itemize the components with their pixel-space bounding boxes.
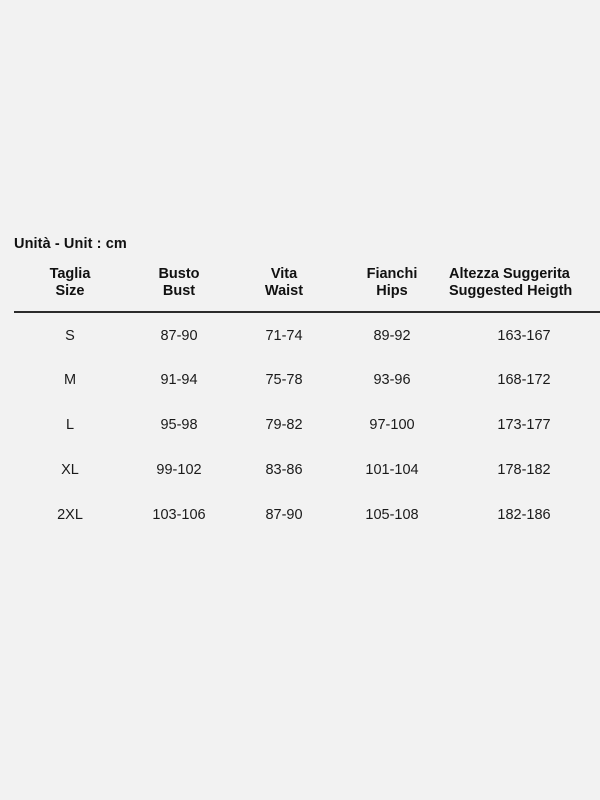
cell-size: 2XL [57,506,83,523]
cell-size: M [63,371,77,388]
cell-bust: 91-94 [160,371,198,388]
cell-bust: 103-106 [152,506,206,523]
column-header-bust [126,266,232,312]
column-header-size [14,266,126,312]
size-chart-table [14,266,600,537]
table-row [14,492,600,537]
cell-hips: 97-100 [369,416,415,433]
column-header-height [448,266,600,312]
column-header-waist [232,266,336,312]
cell-waist: 83-86 [265,461,303,478]
cell-height: 182-186 [497,506,551,523]
cell-hips: 105-108 [365,506,419,523]
column-header-size-it: Taglia [49,266,91,282]
cell-waist: 87-90 [265,506,303,523]
cell-size: L [65,416,75,433]
cell-hips: 101-104 [365,461,419,478]
table-row [14,402,600,447]
cell-size: S [65,328,75,345]
unit-label: Unità - Unit : cm [14,236,127,252]
cell-hips: 93-96 [373,371,411,388]
column-header-height-en: Suggested Heigth [449,283,573,300]
column-header-hips [336,266,448,312]
column-header-bust-en: Bust [162,283,196,300]
cell-height: 173-177 [497,416,551,433]
column-header-bust-it: Busto [158,266,200,282]
table-row [14,447,600,492]
table-header-row [14,266,600,312]
cell-hips: 89-92 [373,328,411,345]
table-row [14,312,600,357]
cell-height: 168-172 [497,371,551,388]
cell-bust: 95-98 [160,416,198,433]
cell-bust: 87-90 [160,328,198,345]
cell-height: 163-167 [497,328,551,345]
column-header-hips-it: Fianchi [366,266,418,282]
table-body [14,312,600,537]
column-header-hips-en: Hips [376,283,408,300]
size-chart-block [0,236,600,537]
cell-size: XL [61,461,79,478]
column-header-height-it: Altezza Suggerita [449,266,570,282]
cell-waist: 75-78 [265,371,303,388]
cell-height: 178-182 [497,461,551,478]
cell-waist: 71-74 [265,328,303,345]
cell-waist: 79-82 [265,416,303,433]
column-header-waist-en: Waist [264,283,304,300]
column-header-waist-it: Vita [270,266,298,282]
cell-bust: 99-102 [156,461,202,478]
table-row [14,357,600,402]
column-header-size-en: Size [55,283,85,300]
table-header [14,266,600,312]
